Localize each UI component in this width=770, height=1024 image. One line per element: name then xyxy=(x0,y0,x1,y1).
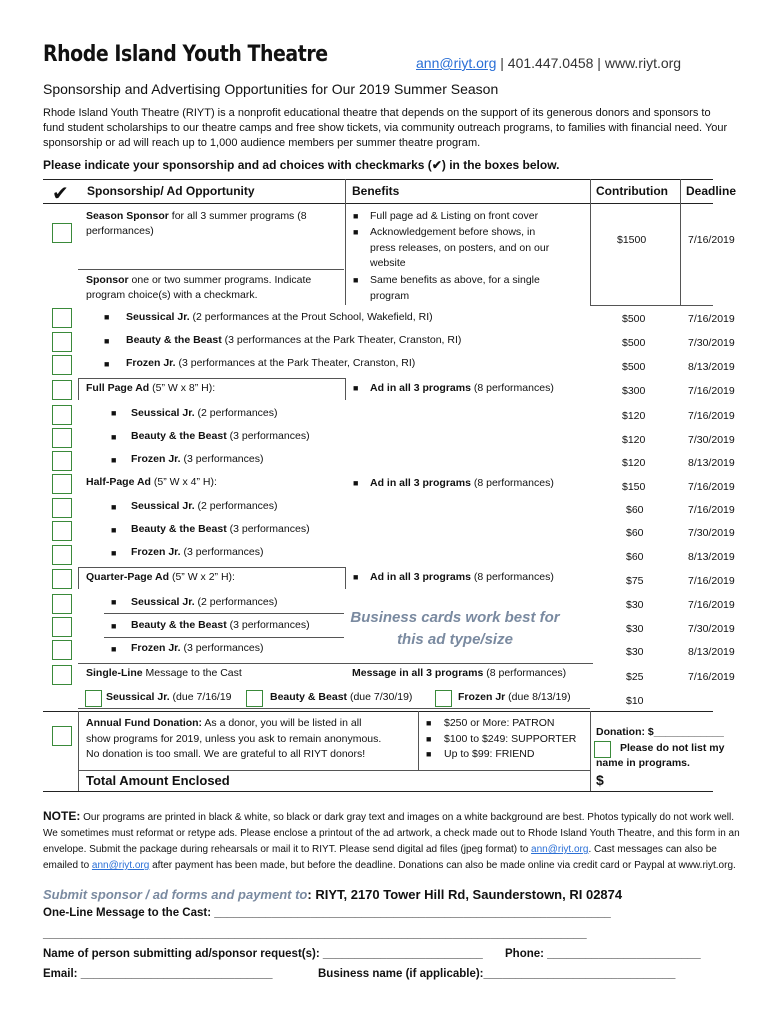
phone: 401.447.0458 xyxy=(507,55,594,71)
half-page-benefit: Ad in all 3 programs (8 performances) xyxy=(370,477,554,489)
bullet: ■ xyxy=(111,525,117,535)
bullet: ■ xyxy=(426,734,432,744)
sponsor-frozen-checkbox[interactable] xyxy=(52,355,72,375)
deadline: 7/16/2019 xyxy=(688,504,735,516)
total-amount-field[interactable]: $ xyxy=(596,772,604,788)
sponsor-label: Sponsor one or two summer programs. Indicate xyxy=(86,274,312,286)
col-benefits: Benefits xyxy=(352,184,400,198)
deadline: 8/13/2019 xyxy=(688,361,735,373)
bullet: ■ xyxy=(111,432,117,442)
amount: $30 xyxy=(626,646,644,658)
col-opportunity: Sponsorship/ Ad Opportunity xyxy=(87,184,255,198)
amount: $30 xyxy=(626,599,644,611)
amount: $75 xyxy=(626,575,644,587)
half-beauty-label: Beauty & the Beast (3 performances) xyxy=(131,523,310,535)
single-frozen-checkbox[interactable] xyxy=(435,690,452,707)
bullet: ■ xyxy=(353,383,359,393)
single-line-benefit: Message in all 3 programs (8 performances) xyxy=(352,667,567,679)
anonymous-label: Please do not list my xyxy=(620,742,725,754)
website: www.riyt.org xyxy=(604,55,682,71)
donation-field[interactable]: Donation: $____________ xyxy=(596,726,724,738)
single-seussical-label: Seussical Jr. (due 7/16/19 xyxy=(106,691,232,703)
email-link[interactable]: ann@riyt.org xyxy=(91,860,150,871)
bullet: ■ xyxy=(353,227,359,237)
half-beauty-checkbox[interactable] xyxy=(52,521,72,541)
bullet: ■ xyxy=(111,548,117,558)
full-page-checkbox[interactable] xyxy=(52,380,72,400)
full-frozen-label: Frozen Jr. (3 performances) xyxy=(131,453,264,465)
amount: $120 xyxy=(622,434,646,446)
deadline: 7/16/2019 xyxy=(688,671,735,683)
benefit-text: Full page ad & Listing on front cover xyxy=(370,210,539,222)
benefit-text: press releases, on posters, and on our xyxy=(370,242,550,254)
full-seussical-checkbox[interactable] xyxy=(52,405,72,425)
bullet: ■ xyxy=(353,478,359,488)
business-name-field[interactable]: Business name (if applicable):______________________________ xyxy=(318,968,676,980)
contact-line: ann@riyt.org | 401.447.0458 | www.riyt.org xyxy=(416,55,682,71)
bullet: ■ xyxy=(111,621,117,631)
donor-level: $100 to $249: SUPPORTER xyxy=(444,733,577,745)
half-frozen-checkbox[interactable] xyxy=(52,545,72,565)
quarter-beauty-label: Beauty & the Beast (3 performances) xyxy=(131,619,310,631)
bullet: ■ xyxy=(426,718,432,728)
season-sponsor-desc: performances) xyxy=(86,225,154,237)
sponsor-desc: program choice(s) with a checkmark. xyxy=(86,289,258,301)
amount: $120 xyxy=(622,410,646,422)
deadline: 7/30/2019 xyxy=(688,337,735,349)
bullet: ■ xyxy=(111,644,117,654)
deadline: 8/13/2019 xyxy=(688,457,735,469)
season-sponsor-checkbox[interactable] xyxy=(52,223,72,243)
bullet: ■ xyxy=(111,408,117,418)
email-link[interactable]: ann@riyt.org xyxy=(531,844,589,855)
benefit-text: Acknowledgement before shows, in xyxy=(370,226,536,238)
full-page-benefit: Ad in all 3 programs (8 performances) xyxy=(370,382,554,394)
amount: $300 xyxy=(622,385,646,397)
benefit-text: Same benefits as above, for a single xyxy=(370,274,540,286)
quarter-page-benefit: Ad in all 3 programs (8 performances) xyxy=(370,571,554,583)
full-seussical-label: Seussical Jr. (2 performances) xyxy=(131,407,278,419)
deadline: 7/30/2019 xyxy=(688,434,735,446)
single-seussical-checkbox[interactable] xyxy=(85,690,102,707)
amount: $500 xyxy=(622,361,646,373)
one-line-message-field[interactable]: One-Line Message to the Cast: ______________________________________________________________ xyxy=(43,907,611,919)
subtitle: Sponsorship and Advertising Opportunities for Our 2019 Summer Season xyxy=(43,81,499,97)
amount: $10 xyxy=(626,695,644,707)
full-frozen-checkbox[interactable] xyxy=(52,451,72,471)
deadline: 7/16/2019 xyxy=(688,410,735,422)
single-beauty-checkbox[interactable] xyxy=(246,690,263,707)
amount: $25 xyxy=(626,671,644,683)
half-page-label: Half-Page Ad (5” W x 4” H): xyxy=(86,476,217,488)
quarter-page-label: Quarter-Page Ad (5” W x 2” H): xyxy=(86,571,235,583)
benefit-text: program xyxy=(370,290,410,302)
deadline: 8/13/2019 xyxy=(688,646,735,658)
full-beauty-label: Beauty & the Beast (3 performances) xyxy=(131,430,310,442)
annual-fund-label: Annual Fund Donation: As a donor, you will be listed in all xyxy=(86,717,362,729)
quarter-frozen-label: Frozen Jr. (3 performances) xyxy=(131,642,264,654)
donor-level: Up to $99: FRIEND xyxy=(444,748,535,760)
quarter-seussical-label: Seussical Jr. (2 performances) xyxy=(131,596,278,608)
checkmark-icon: ✔ xyxy=(52,183,69,205)
deadline: 7/30/2019 xyxy=(688,623,735,635)
bullet: ■ xyxy=(353,275,359,285)
email-link[interactable]: ann@riyt.org xyxy=(416,55,497,71)
donor-level: $250 or More: PATRON xyxy=(444,717,555,729)
bullet: ■ xyxy=(111,502,117,512)
quarter-seussical-checkbox[interactable] xyxy=(52,594,72,614)
one-line-message-field-2[interactable]: _____________________________________________________________________________________ xyxy=(43,928,587,940)
half-page-checkbox[interactable] xyxy=(52,474,72,494)
deadline: 7/16/2019 xyxy=(688,575,735,587)
single-frozen-label: Frozen Jr (due 8/13/19) xyxy=(458,691,571,703)
annual-fund-desc: show programs for 2019, unless you ask to remain anonymous. xyxy=(86,733,382,745)
submitter-name-field[interactable]: Name of person submitting ad/sponsor request(s): _________________________ xyxy=(43,948,483,960)
quarter-page-checkbox[interactable] xyxy=(52,569,72,589)
deadline: 7/16/2019 xyxy=(688,385,735,397)
bullet: ■ xyxy=(104,359,110,369)
note-paragraph: NOTE: Our programs are printed in black & white, so black or dark gray text and images on a white background are best. Photos typically do not work well. We sometimes must reformat or retype ads. Please enclose a printout of the ad artwork, a check made out to Rhode Island Youth Theatre, and this form in an envelope. Submit the package during rehearsals or mail it to RIYT. Please send digital ad files (jpeg format) to ann@riyt.org. Cast messages can also be emailed to ann@riyt.org after payment has been made, but before the deadline. Donations can also be made online via credit card or Paypal at www.riyt.org. xyxy=(43,809,740,871)
submit-instructions: Submit sponsor / ad forms and payment to: RIYT, 2170 Tower Hill Rd, Saunderstown, RI 02874 xyxy=(43,887,623,902)
deadline: 7/16/2019 xyxy=(688,481,735,493)
quarter-frozen-checkbox[interactable] xyxy=(52,640,72,660)
half-seussical-label: Seussical Jr. (2 performances) xyxy=(131,500,278,512)
season-sponsor-label: Season Sponsor for all 3 summer programs (8 xyxy=(86,210,307,222)
amount: $500 xyxy=(622,337,646,349)
email-field[interactable]: Email: ______________________________ xyxy=(43,968,273,980)
sponsor-seussical-label: Seussical Jr. (2 performances at the Prout School, Wakefield, RI) xyxy=(126,311,433,323)
amount: $60 xyxy=(626,527,644,539)
quarter-beauty-checkbox[interactable] xyxy=(52,617,72,637)
bullet: ■ xyxy=(353,211,359,221)
checkmark-icon: ✔ xyxy=(431,158,442,172)
total-label: Total Amount Enclosed xyxy=(86,773,230,788)
amount: $150 xyxy=(622,481,646,493)
amount: $1500 xyxy=(617,234,647,246)
full-page-label: Full Page Ad (5” W x 8” H): xyxy=(86,382,216,394)
sponsor-frozen-label: Frozen Jr. (3 performances at the Park Theater, Cranston, RI) xyxy=(126,357,416,369)
benefit-text: website xyxy=(370,257,406,269)
bullet: ■ xyxy=(426,749,432,759)
phone-field[interactable]: Phone: ________________________ xyxy=(505,948,701,960)
amount: $500 xyxy=(622,313,646,325)
col-contribution: Contribution xyxy=(596,184,668,198)
sponsor-beauty-label: Beauty & the Beast (3 performances at the Park Theater, Cranston, RI) xyxy=(126,334,462,346)
deadline: 8/13/2019 xyxy=(688,551,735,563)
single-beauty-label: Beauty & Beast (due 7/30/19) xyxy=(270,691,413,703)
sponsor-beauty-checkbox[interactable] xyxy=(52,332,72,352)
full-beauty-checkbox[interactable] xyxy=(52,428,72,448)
intro-paragraph: Rhode Island Youth Theatre (RIYT) is a nonprofit educational theatre that depends on the support of its generous donors and sponsors to fund student scholarships to our theatre camps and free show tickets, via community outreach programs, to families with financial need. Your sponsorship or ad will reach up to 1,000 audience members per summer theatre program. xyxy=(43,107,728,149)
business-cards-note: Business cards work best for this ad type/size xyxy=(350,609,560,648)
amount: $60 xyxy=(626,551,644,563)
bullet: ■ xyxy=(104,312,110,322)
single-line-checkbox[interactable] xyxy=(52,665,72,685)
deadline: 7/16/2019 xyxy=(688,313,735,325)
bullet: ■ xyxy=(104,336,110,346)
bullet: ■ xyxy=(111,455,117,465)
half-seussical-checkbox[interactable] xyxy=(52,498,72,518)
deadline: 7/16/2019 xyxy=(688,599,735,611)
bullet: ■ xyxy=(353,572,359,582)
single-line-label: Single-Line Message to the Cast xyxy=(86,667,242,679)
deadline: 7/16/2019 xyxy=(688,234,735,246)
annual-fund-checkbox[interactable] xyxy=(52,726,72,746)
annual-fund-desc: No donation is too small. We are grateful to all RIYT donors! xyxy=(86,748,366,760)
amount: $60 xyxy=(626,504,644,516)
bullet: ■ xyxy=(111,597,117,607)
half-frozen-label: Frozen Jr. (3 performances) xyxy=(131,546,264,558)
org-title: Rhode Island Youth Theatre xyxy=(43,42,328,67)
col-deadline: Deadline xyxy=(686,184,737,198)
amount: $30 xyxy=(626,623,644,635)
anonymous-label: name in programs. xyxy=(596,757,690,769)
instructions: Please indicate your sponsorship and ad choices with checkmarks (✔) in the boxes below. xyxy=(43,158,560,172)
amount: $120 xyxy=(622,457,646,469)
deadline: 7/30/2019 xyxy=(688,527,735,539)
sponsor-seussical-checkbox[interactable] xyxy=(52,308,72,328)
